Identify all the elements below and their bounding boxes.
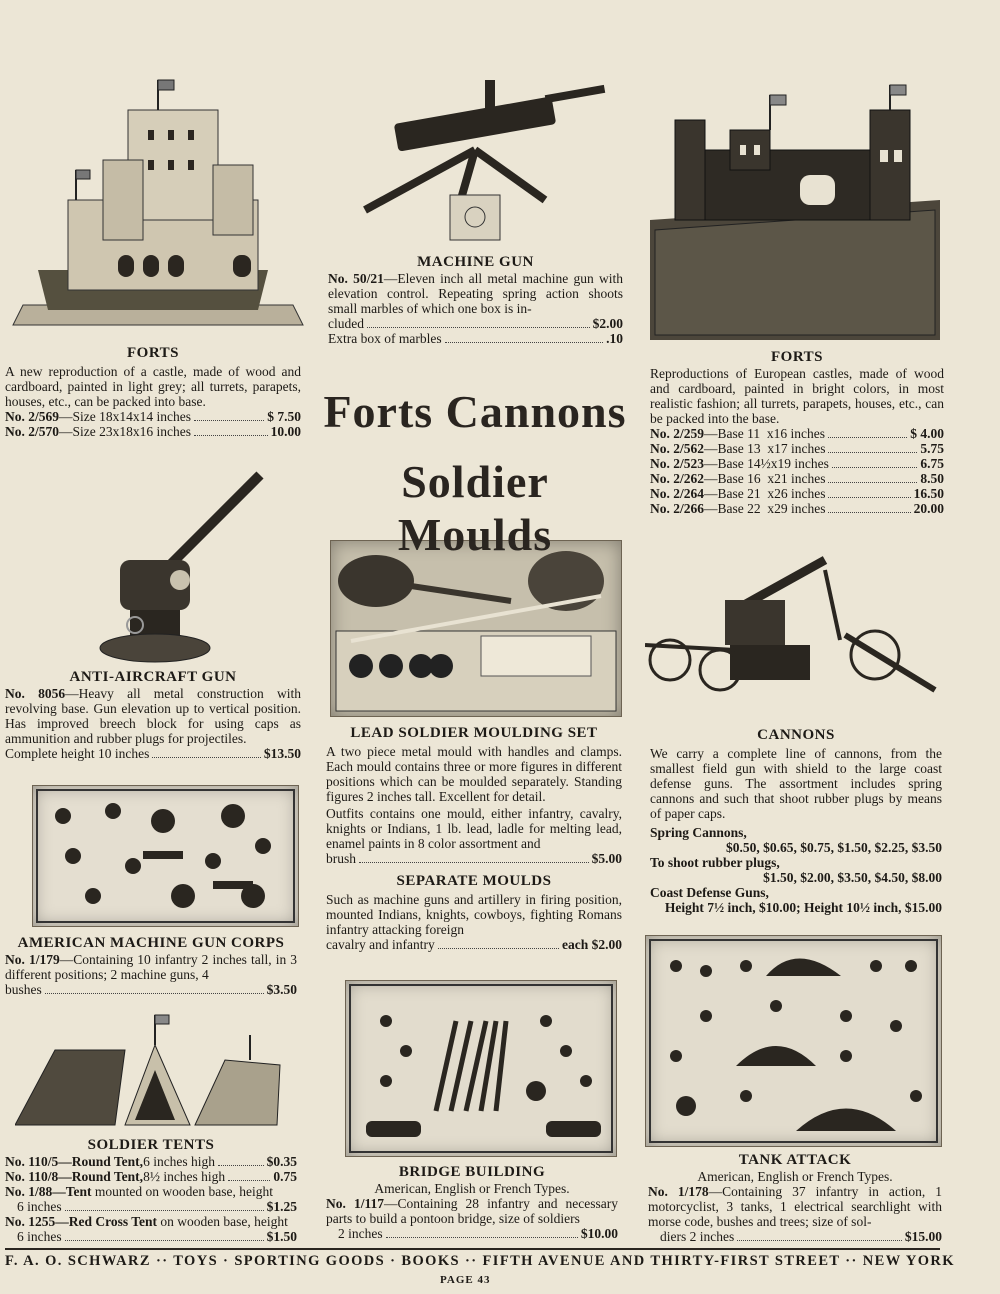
price-row: No. 2/570 —Size 23x18x16 inches 10.00 (5, 424, 301, 439)
tank-attack-description: No. 1/178—Containing 37 infantry in action, 1 motorcyclist, 3 tanks, 1 electrical searchlight with morse code, bushes and trees; size of sol- (648, 1184, 942, 1229)
bridge-building-subtitle: American, English or French Types. (374, 1181, 570, 1196)
machine-gun-corps-title: AMERICAN MACHINE GUN CORPS (17, 935, 285, 951)
lead-soldier-title: LEAD SOLDIER MOULDING SET (350, 725, 598, 741)
soldier-tents-image (15, 1010, 285, 1130)
price-row: No. 110/8 —Round Tent, 8½ inches high 0.75 (5, 1169, 297, 1184)
price-row: Complete height 10 inches $13.50 (5, 746, 301, 761)
machine-gun-corps-section (5, 935, 297, 997)
price-row: No. 2/262 —Base 16 x21 inches 8.50 (650, 471, 944, 486)
rubber-plugs-label: To shoot rubber plugs, (650, 855, 780, 870)
coast-defense-prices: Height 7½ inch, $10.00; Height 10½ inch, $15.00 (664, 900, 942, 915)
price-row: 6 inches $1.25 (17, 1199, 297, 1214)
anti-aircraft-section (5, 669, 301, 761)
forts-right-section (650, 349, 944, 516)
soldier-tents-section (5, 1137, 297, 1244)
bridge-building-title: BRIDGE BUILDING (398, 1164, 546, 1180)
bridge-building-image (345, 980, 617, 1157)
price-row: diers 2 inches $15.00 (660, 1229, 942, 1244)
machine-gun-corps-image (32, 785, 299, 927)
price-row: No. 2/523 —Base 14½x19 inches 6.75 (650, 456, 944, 471)
anti-aircraft-gun-image (85, 470, 275, 670)
price-row: No. 2/266 —Base 22 x29 inches 20.00 (650, 501, 944, 516)
price-row: bushes $3.50 (5, 982, 297, 997)
cannons-description: We carry a complete line of cannons, from the smallest field gun with shield to the large coast defense guns. The assortment includes spring cannons and such that shoot rubber plugs by means of paper caps. (650, 746, 942, 821)
rubber-plugs-prices: $1.50, $2.00, $3.50, $4.50, $8.00 (763, 870, 942, 885)
cannons-image (645, 540, 940, 715)
tent-item-3: No. 1/88—Tent mounted on wooden base, height (5, 1184, 273, 1199)
lead-soldier-description: A two piece metal mould with handles and clamps. Each mould contains three or more figures in different positions which can be moulded separately. Standing figures 2 inches tall. Excellent for detail. (326, 744, 622, 804)
price-row: cluded $2.00 (328, 316, 623, 331)
machine-gun-section (328, 254, 623, 346)
price-row: No. 2/264 —Base 21 x26 inches 16.50 (650, 486, 944, 501)
soldier-tents-title: SOLDIER TENTS (87, 1137, 215, 1153)
machine-gun-description: No. 50/21—Eleven inch all metal machine gun with elevation control. Repeating spring action shoots small marbles of which one box is in- (328, 271, 624, 316)
anti-aircraft-title: ANTI-AIRCRAFT GUN (69, 669, 237, 685)
tank-attack-section (648, 1152, 942, 1244)
lead-soldier-outfit: Outfits contains one mould, either infantry, cavalry, knights or Indians, 1 lb. lead, ladle for melting lead, enamel paints in 8 color assortment and (326, 806, 622, 851)
cannons-section (650, 727, 942, 915)
machine-gun-image (345, 80, 615, 250)
forts-left-section (5, 345, 301, 439)
anti-aircraft-description: No. 8056—Heavy all metal construction with revolving base. Gun elevation up to vertical position. Has improved breech block for using caps as ammunition and rubber plugs for projectiles. (5, 686, 301, 746)
price-row: cavalry and infantry each $2.00 (326, 937, 622, 952)
footer-rule (5, 1248, 940, 1250)
footer-text: F. A. O. SCHWARZ ·· TOYS · SPORTING GOODS · BOOKS ·· FIFTH AVENUE AND THIRTY-FIRST STREET ·· NEW YORK (5, 1253, 955, 1269)
separate-moulds-title: SEPARATE MOULDS (396, 873, 552, 889)
coast-defense-label: Coast Defense Guns, (650, 885, 769, 900)
tank-attack-subtitle: American, English or French Types. (697, 1169, 893, 1184)
tank-attack-title: TANK ATTACK (738, 1152, 852, 1168)
forts-right-description: Reproductions of European castles, made of wood and cardboard, painted in bright colors, in most realistic fashion; all turrets, parapets, houses, etc., can be packed into the base. (650, 366, 944, 426)
headline-line-1: Forts Cannons (323, 386, 627, 437)
bridge-building-description: No. 1/117—Containing 28 infantry and necessary parts to build a pontoon bridge, size of soldiers (326, 1196, 618, 1226)
forts-right-title: FORTS (771, 349, 823, 365)
price-row: No. 2/569 —Size 18x14x14 inches $ 7.50 (5, 409, 301, 424)
separate-moulds-description: Such as machine guns and artillery in firing position, mounted Indians, knights, cowboys, fighting Romans infantry attacking foreign (326, 892, 622, 937)
price-row: Extra box of marbles .10 (328, 331, 623, 346)
machine-gun-corps-description: No. 1/179—Containing 10 infantry 2 inches tall, in 3 different positions; 2 machine guns, 4 (5, 952, 298, 982)
spring-cannons-label: Spring Cannons, (650, 825, 747, 840)
machine-gun-title: MACHINE GUN (417, 254, 534, 270)
page-number: PAGE 43 (440, 1274, 491, 1286)
price-row: No. 110/5 —Round Tent, 6 inches high $0.35 (5, 1154, 297, 1169)
lead-soldier-section (326, 725, 622, 952)
price-row: No. 2/259 —Base 11 x16 inches $ 4.00 (650, 426, 944, 441)
tent-item-4: No. 1255—Red Cross Tent on wooden base, height (5, 1214, 288, 1229)
bridge-building-section (326, 1164, 618, 1241)
headline-line-2: Soldier Moulds (397, 456, 553, 560)
cannons-title: CANNONS (757, 727, 835, 743)
forts-left-description: A new reproduction of a castle, made of wood and cardboard, painted in light grey; all turrets, parapets, houses, etc., can be packed into base. (5, 364, 301, 409)
fort-right-image (650, 80, 940, 350)
price-row: 6 inches $1.50 (17, 1229, 297, 1244)
spring-cannons-prices: $0.50, $0.65, $0.75, $1.50, $2.25, $3.50 (726, 840, 942, 855)
tank-attack-image (645, 935, 942, 1147)
price-row: 2 inches $10.00 (338, 1226, 618, 1241)
fort-left-image (8, 70, 308, 340)
lead-soldier-set-image (330, 540, 622, 717)
price-row: No. 2/562 —Base 13 x17 inches 5.75 (650, 441, 944, 456)
forts-left-title: FORTS (127, 345, 179, 361)
price-row: brush $5.00 (326, 851, 622, 866)
